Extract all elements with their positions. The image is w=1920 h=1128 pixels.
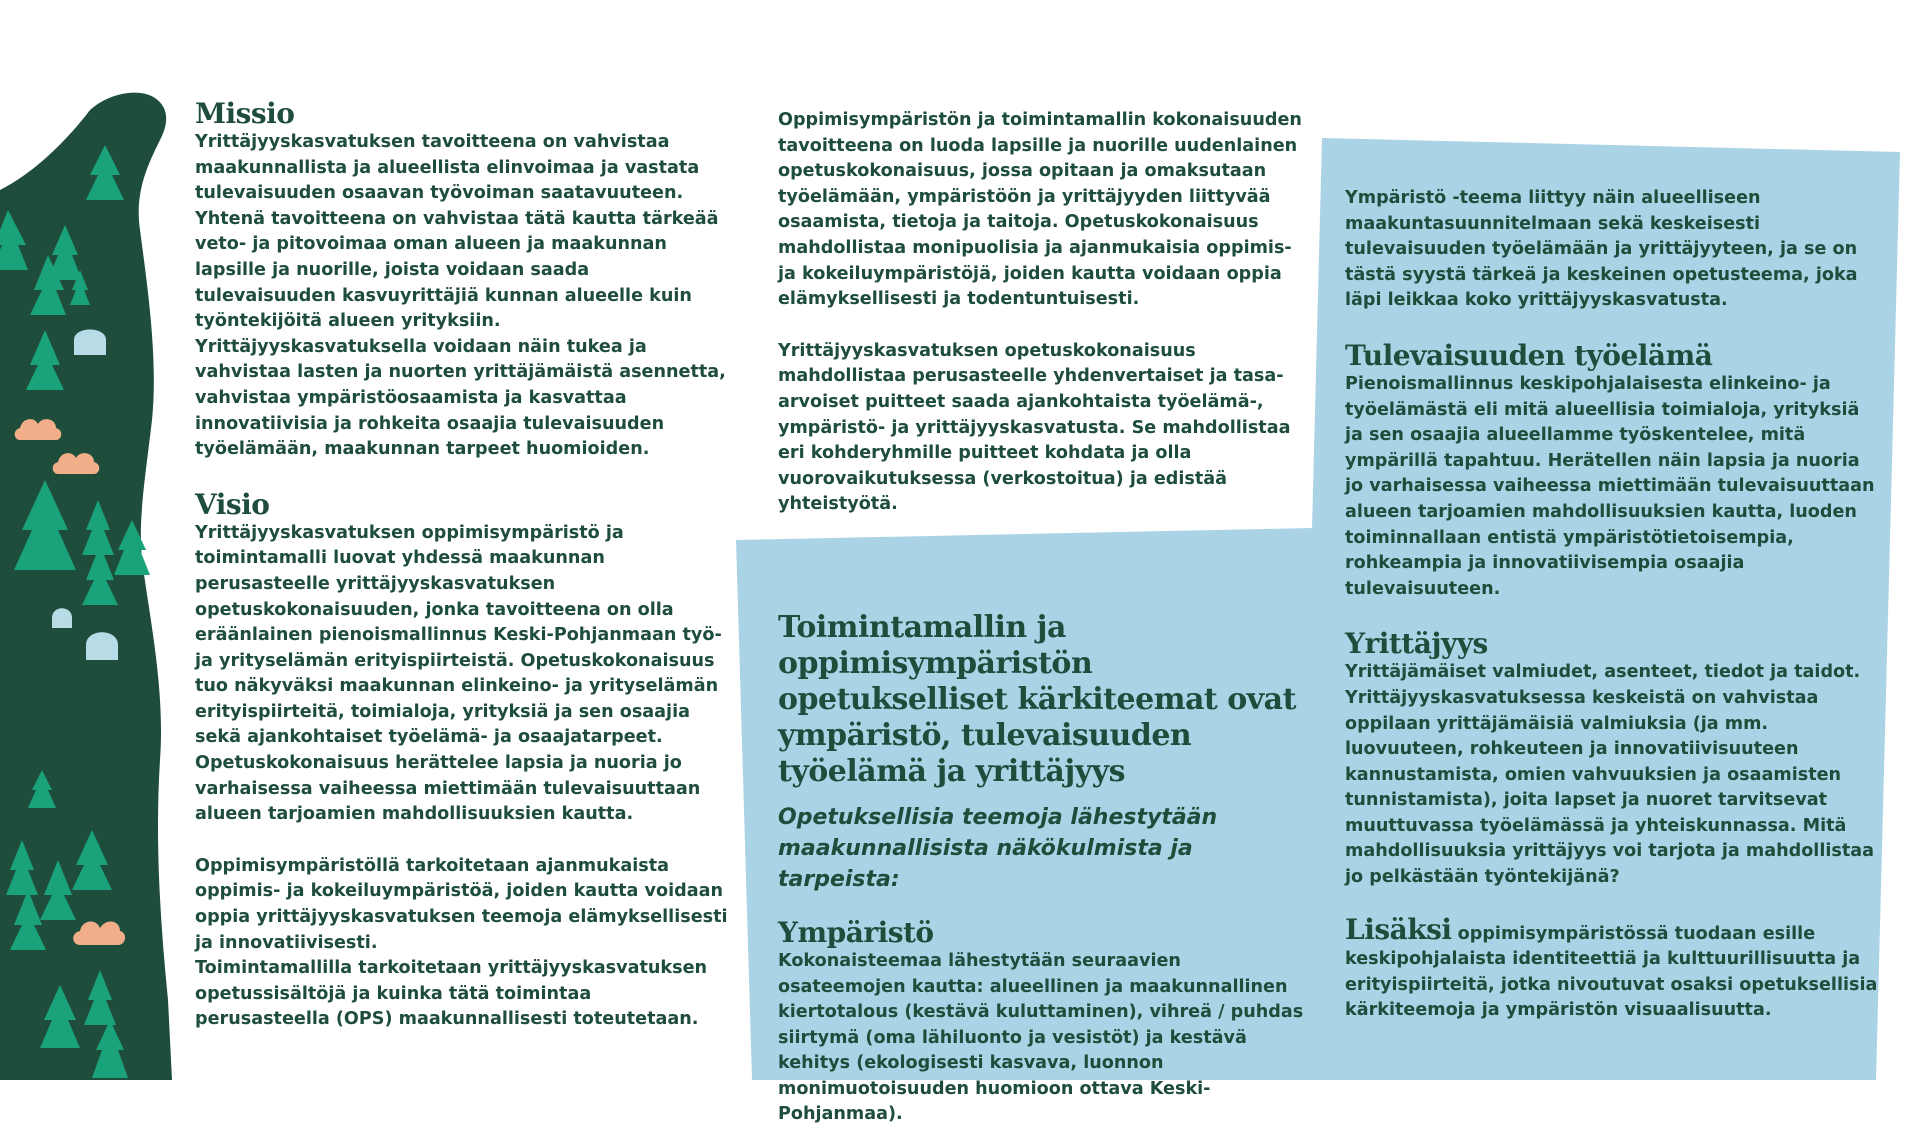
tyoelama-heading: Tulevaisuuden työelämä <box>1345 338 1713 372</box>
visio-heading: Visio <box>195 487 270 521</box>
lisaksi-paragraph <box>1345 912 1880 1024</box>
middle-paragraph-1: Oppimisympäristön ja toimintamallin kokonaisuuden tavoitteena on luoda lapsille ja nuorille uudenlainen opetuskokonaisuus, jossa opitaan ja omaksutaan työelämään, ympäristöön ja yrittäjyyden liittyvää osaamista, tietoja ja taitoja. Opetuskokonaisuus mahdollistaa monipuolisia ja ajanmukaisia oppimis- ja kokeiluympäristöjä, joiden kautta voidaan oppia elämyksellisesti ja todentuntuisesti. <box>778 110 1302 310</box>
middle-paragraph-2: Yrittäjyyskasvatuksen opetuskokonaisuus mahdollistaa perusasteelle yhdenvertaiset ja tasa-arvoiset puitteet saada ajankohtaista työelämä-, ympäristö- ja yrittäjyyskasvatusta. Se mahdollistaa eri kohderyhmille puitteet kohdata ja olla vuorovaikutuksessa (verkostoitua) ja edistää yhteistyötä. <box>778 340 1291 515</box>
lisaksi-heading: Lisäksi <box>1345 912 1452 946</box>
left-column <box>195 98 730 1033</box>
ymparisto-continued-text: Ympäristö -teema liittyy näin alueelliseen maakuntasuunnitelmaan sekä keskeisesti tulevaisuuden työelämään ja yrittäjyyteen, ja se on tästä syystä tärkeä ja keskeinen opetusteema, joka läpi leikkaa koko yrittäjyyskasvatusta. <box>1345 188 1858 311</box>
key-themes-heading: Toimintamallin ja oppimisympäristön opetukselliset kärkiteemat ovat ympäristö, tulevaisuuden työelämä ja yrittäjyys <box>778 609 1296 789</box>
right-column <box>1345 186 1880 1024</box>
toimintamalli-definition: Toimintamallilla tarkoitetaan yrittäjyyskasvatuksen opetussisältöjä ja kuinka tätä toimintaa perusasteella (OPS) maakunnallisesti toteutetaan. <box>195 958 708 1030</box>
missio-text: Yrittäjyyskasvatuksen tavoitteena on vahvistaa maakunnallista ja alueellista elinvoimaa ja vastata tulevaisuuden osaavan työvoiman saatavuuteen. Yhtenä tavoitteena on vahvistaa tätä kautta tärkeää veto- ja pitovoimaa oman alueen ja maakunnan lapsille ja nuorille, joista voidaan saada tulevaisuuden kasvuyrittäjiä kunnan alueelle kuin työntekijöitä alueen yrityksiin. Yrittäjyyskasvatuksella voidaan näin tukea ja vahvistaa lasten ja nuorten yrittäjämäistä asennetta, vahvistaa ympäristöosaamista ja kasvattaa innovatiivisia ja rohkeita osaajia tulevaisuuden työelämään, maakunnan tarpeet huomioiden. <box>195 132 726 460</box>
missio-heading: Missio <box>195 97 295 130</box>
lisaksi-text: oppimisympäristössä tuodaan esille keskipohjalaista identiteettiä ja kulttuurillisuutta ja erityispiirteitä, jotka nivoutuvat osaksi opetuksellisia kärkiteemoja ja ympäristön visuaalisuutta. <box>1345 923 1878 1021</box>
forest-illustration <box>0 0 180 1080</box>
middle-column <box>778 108 1308 1128</box>
yrittajyys-text: Yrittäjämäiset valmiudet, asenteet, tiedot ja taidot. Yrittäjyyskasvatuksessa keskeistä on vahvistaa oppilaan yrittäjämäisiä valmiuksia (ja mm. luovuuteen, rohkeuteen ja innovatiivisuuteen kannustamista, omien vahvuuksien ja osaamisten tunnistamista), joita lapset ja nuoret tarvitsevat muuttuvassa työelämässä ja yhteiskunnassa. Mitä mahdollisuuksia yrittäjyys voi tarjota ja mahdollistaa jo pelkästään työntekijänä? <box>1345 662 1875 888</box>
tyoelama-text: Pienoismallinnus keskipohjalaisesta elinkeino- ja työelämästä eli mitä alueellisia toimialoja, yrityksiä ja sen osaajia alueellamme työskentelee, mitä ympärillä tapahtuu. Herätellen näin lapsia ja nuoria jo varhaisessa vaiheessa miettimään tulevaisuuttaan alueen tarjoamien mahdollisuuksien kautta, luoden toiminnallaan entistä ympäristötietoisempia, rohkeampia ja innovatiivisempia osaajia tulevaisuuteen. <box>1345 373 1875 599</box>
key-themes-subtitle: Opetuksellisia teemoja lähestytään maakunnallisista näkökulmista ja tarpeista: <box>778 804 1218 892</box>
ymparisto-heading: Ympäristö <box>778 915 934 949</box>
ymparisto-text: Kokonaisteemaa lähestytään seuraavien osateemojen kautta: alueellinen ja maakunnallinen kiertotalous (kestävä kuluttaminen), vihreä / puhdas siirtymä (oma lähiluonto ja vesistöt) ja kestävä kehitys (ekologisesti kasvava, luonnon monimuotoisuuden huomioon ottava Keski-Pohjanmaa). <box>778 950 1304 1125</box>
visio-text: Yrittäjyyskasvatuksen oppimisympäristö ja toimintamalli luovat yhdessä maakunnan perusasteelle yrittäjyyskasvatuksen opetuskokonaisuuden, jonka tavoitteena on olla eräänlainen pienoismallinnus Keski-Pohjanmaan työ- ja yrityselämän erityispiirteistä. Opetuskokonaisuus tuo näkyväksi maakunnan elinkeino- ja yrityselämän erityispiirteitä, toimialoja, yrityksiä ja sen osaajia sekä ajankohtaiset työelämä- ja osaajatarpeet. Opetuskokonaisuus herättelee lapsia ja nuoria jo varhaisessa vaiheessa miettimään tulevaisuuttaan alueen tarjoamien mahdollisuuksien kautta. <box>195 522 722 825</box>
yrittajyys-heading: Yrittäjyys <box>1345 627 1488 661</box>
oppimisymparisto-definition: Oppimisympäristöllä tarkoitetaan ajanmukaista oppimis- ja kokeiluympäristöä, joiden kautta voidaan oppia yrittäjyyskasvatuksen teemoja elämyksellisesti ja innovatiivisesti. <box>195 855 728 953</box>
